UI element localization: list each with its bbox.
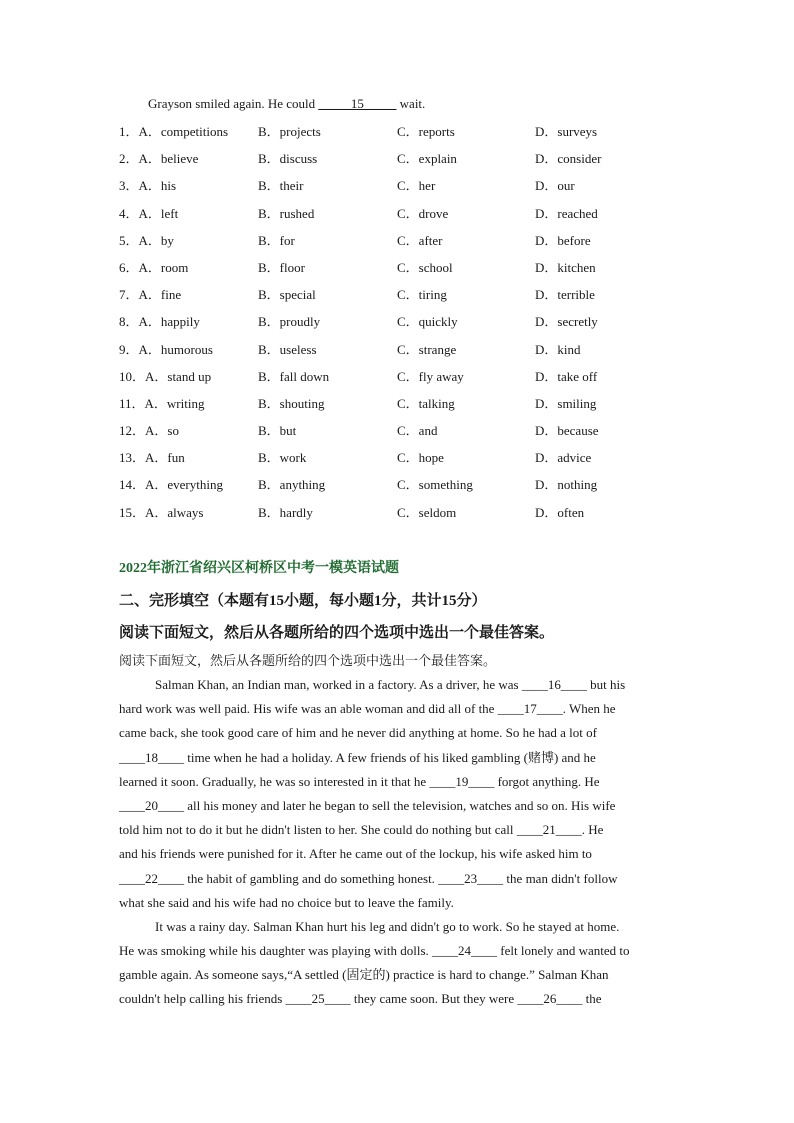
option-b: B．but: [258, 423, 297, 439]
question-row: [119, 257, 679, 284]
option-d: D．take off: [535, 368, 598, 384]
option-a: 3．A．his: [119, 178, 177, 194]
option-b: B．floor: [258, 259, 305, 275]
option-a: 11．A．writing: [119, 395, 205, 411]
intro-tail: wait.: [396, 96, 426, 111]
option-d: D．often: [535, 504, 585, 520]
option-c: C．fly away: [397, 368, 464, 384]
option-a: 8．A．happily: [119, 314, 200, 330]
option-c: C．after: [397, 232, 443, 248]
question-row: [119, 447, 679, 474]
question-row: [119, 121, 679, 148]
question-row: [119, 393, 679, 420]
question-row: [119, 311, 679, 338]
option-d: D．kind: [535, 341, 581, 357]
option-a: 5．A．by: [119, 232, 174, 248]
option-d: D．reached: [535, 205, 598, 221]
option-c: C．quickly: [397, 314, 458, 330]
passage-line: what she said and his wife had no choice but to leave the family.: [119, 894, 454, 910]
passage-line: ____20____ all his money and later he began to sell the television, watches and so on. His wife: [119, 797, 616, 813]
passage-line: gamble again. As someone says,“A settled (固定的) practice is hard to change.” Salman Khan: [119, 967, 609, 983]
option-b: B．useless: [258, 341, 317, 357]
passage-line: ____22____ the habit of gambling and do something honest. ____23____ the man didn't follow: [119, 870, 618, 886]
passage-line: He was smoking while his daughter was playing with dolls. ____24____ felt lonely and wanted to: [119, 943, 630, 959]
option-a: 9．A．humorous: [119, 341, 213, 357]
question-row: [119, 203, 679, 230]
option-d: D．before: [535, 232, 591, 248]
option-d: D．because: [535, 423, 599, 439]
option-c: C．seldom: [397, 504, 457, 520]
question-row: [119, 148, 679, 175]
blank-15: _____15_____: [318, 96, 397, 111]
passage-end-line: [148, 96, 425, 112]
answer-options: [119, 121, 679, 529]
passage-line: learned it soon. Gradually, he was so interested in it that he ____19____ forgot anything. He: [119, 773, 600, 789]
option-b: B．discuss: [258, 151, 318, 167]
option-b: B．work: [258, 450, 307, 466]
option-b: B．special: [258, 287, 316, 303]
passage-line: Salman Khan, an Indian man, worked in a factory. As a driver, he was ____16____ but his: [155, 677, 626, 692]
option-a: 4．A．left: [119, 205, 179, 221]
option-a: 10．A．stand up: [119, 368, 212, 384]
option-a: 6．A．room: [119, 259, 189, 275]
section-heading: 二、完形填空（本题有15小题，每小题1分，共计15分）: [119, 593, 487, 609]
question-row: [119, 366, 679, 393]
question-row: [119, 175, 679, 202]
option-b: B．anything: [258, 477, 326, 493]
option-d: D．secretly: [535, 314, 598, 330]
option-c: C．hope: [397, 450, 444, 466]
option-b: B．hardly: [258, 504, 313, 520]
option-a: 7．A．fine: [119, 287, 182, 303]
passage-line: hard work was well paid. His wife was an able woman and did all of the ____17____. When he: [119, 701, 616, 717]
question-row: [119, 230, 679, 257]
option-d: D．our: [535, 178, 575, 194]
intro-text: Grayson smiled again. He could: [148, 96, 319, 111]
option-a: 2．A．believe: [119, 151, 199, 167]
question-row: [119, 420, 679, 447]
option-a: 12．A．so: [119, 423, 179, 439]
passage-line: and his friends were punished for it. After he came out of the lockup, his wife asked him to: [119, 846, 592, 862]
question-row: [119, 474, 679, 501]
option-c: C．strange: [397, 341, 457, 357]
instruction-bold: 阅读下面短文，然后从各题所给的四个选项中选出一个最佳答案。: [119, 625, 555, 641]
option-d: D．terrible: [535, 287, 595, 303]
question-row: [119, 339, 679, 366]
passage-line: It was a rainy day. Salman Khan hurt his leg and didn't go to work. So he stayed at home.: [155, 918, 620, 934]
passage-line: came back, she took good care of him and he never did anything at home. So he had a lot of: [119, 725, 597, 741]
option-c: C．something: [397, 477, 473, 493]
option-b: B．fall down: [258, 368, 330, 384]
question-row: [119, 502, 679, 529]
option-d: D．nothing: [535, 477, 598, 493]
passage-line: couldn't help calling his friends ____25____ they came soon. But they were ____26____ the: [119, 991, 602, 1007]
cloze-passage: [119, 675, 669, 1014]
passage-line: told him not to do it but he didn't listen to her. She could do nothing but call ____21____. He: [119, 822, 604, 838]
option-b: B．proudly: [258, 314, 321, 330]
option-b: B．rushed: [258, 205, 315, 221]
option-d: D．consider: [535, 151, 602, 167]
option-c: C．tiring: [397, 287, 447, 303]
option-d: D．kitchen: [535, 259, 596, 275]
option-a: 1．A．competitions: [119, 124, 229, 139]
option-d: D．smiling: [535, 395, 597, 411]
option-c: C．talking: [397, 395, 455, 411]
option-c: C．and: [397, 423, 438, 439]
option-a: 13．A．fun: [119, 450, 185, 466]
option-a: 14．A．everything: [119, 477, 223, 493]
option-d: D．advice: [535, 450, 592, 466]
option-a: 15．A．always: [119, 504, 204, 520]
question-row: [119, 284, 679, 311]
option-b: B．shouting: [258, 395, 325, 411]
option-c: C．explain: [397, 151, 457, 167]
passage-line: ____18____ time when he had a holiday. A few friends of his liked gambling (赌博) and he: [119, 749, 596, 765]
option-b: B．for: [258, 232, 295, 248]
option-d: D．surveys: [535, 124, 598, 139]
instruction-plain: 阅读下面短文，然后从各题所给的四个选项中选出一个最佳答案。: [119, 653, 497, 668]
option-b: B．their: [258, 178, 304, 194]
exam-title: 2022年浙江省绍兴区柯桥区中考一模英语试题: [119, 561, 399, 576]
option-c: C．school: [397, 259, 453, 275]
option-c: C．her: [397, 178, 436, 194]
option-c: C．drove: [397, 205, 449, 221]
option-b: B．projects: [258, 124, 321, 139]
option-c: C．reports: [397, 124, 455, 139]
